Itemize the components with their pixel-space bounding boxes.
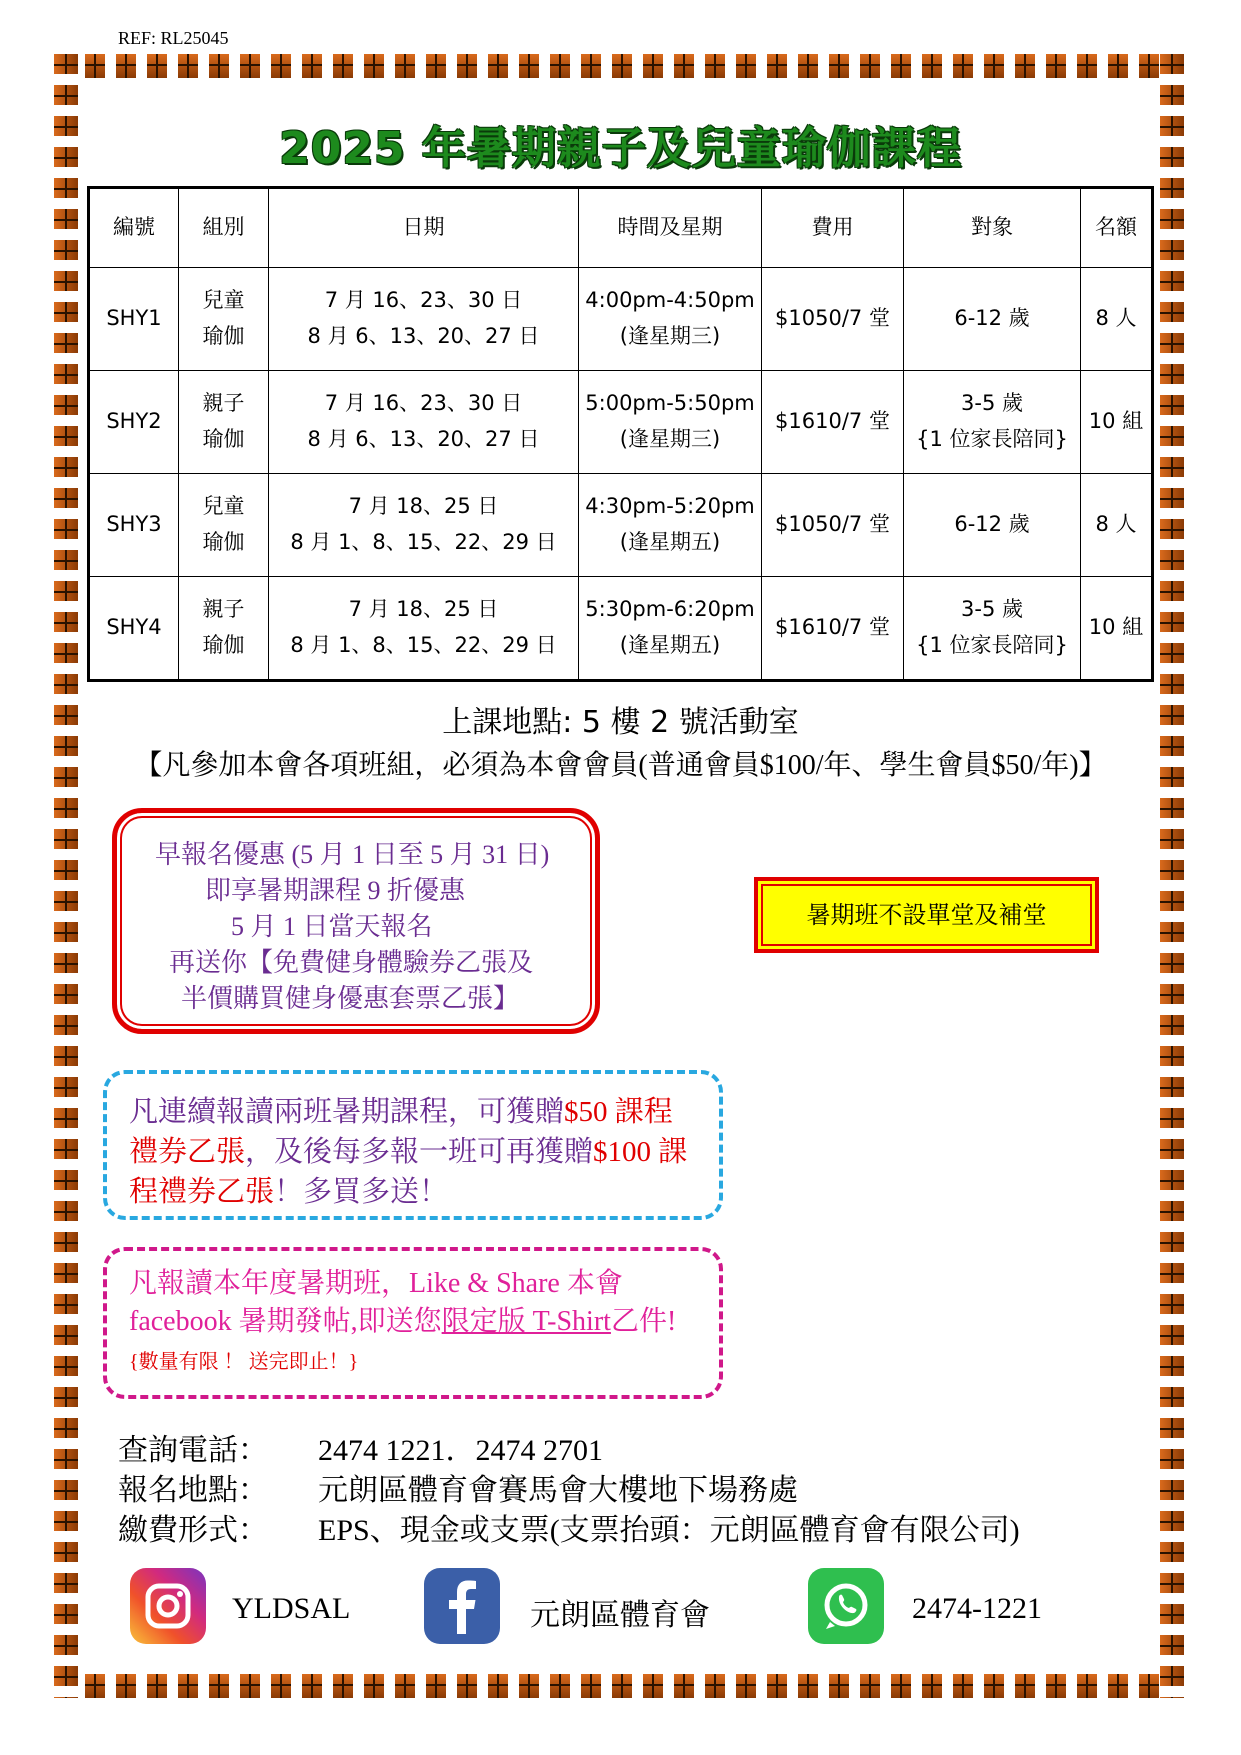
address-value: 元朗區體育會賽馬會大樓地下場務處	[318, 1474, 798, 1507]
border-bottom-bricks	[54, 1674, 1184, 1698]
payment-label: 繳費形式：	[118, 1514, 268, 1547]
cell-target: 6-12 歲	[904, 268, 1081, 371]
cell-date: 7 月 18、25 日 8 月 1、8、15、22、29 日	[269, 474, 579, 577]
early-bird-line: 5 月 1 日當天報名	[231, 912, 433, 941]
header-target: 對象	[904, 188, 1081, 268]
venue-text: 上課地點: 5 樓 2 號活動室	[442, 705, 799, 740]
cell-code: SHY1	[89, 268, 179, 371]
page-title: 2025 年暑期親子及兒童瑜伽課程	[279, 123, 962, 174]
early-bird-line: 早報名優惠 (5 月 1 日至 5 月 31 日)	[155, 840, 550, 869]
cell-code: SHY4	[89, 577, 179, 681]
cell-fee: $1050/7 堂	[762, 474, 904, 577]
facebook-icon[interactable]	[424, 1568, 500, 1644]
cell-fee: $1050/7 堂	[762, 268, 904, 371]
cell-group: 親子 瑜伽	[179, 371, 269, 474]
multi-class-gift-box: 凡連續報讀兩班暑期課程，可獲贈$50 課程禮券乙張，及後每多報一班可再獲贈$100 課程禮券乙張！多買多送！	[103, 1070, 723, 1220]
whatsapp-number[interactable]: 2474-1221	[912, 1592, 1042, 1625]
phone-label: 查詢電話：	[118, 1434, 268, 1467]
payment-value: EPS、現金或支票(支票抬頭：元朗區體育會有限公司)	[318, 1514, 1020, 1547]
cell-group: 兒童 瑜伽	[179, 474, 269, 577]
early-bird-line: 半價購買健身優惠套票乙張】	[181, 984, 520, 1013]
cell-group: 親子 瑜伽	[179, 577, 269, 681]
cell-date: 7 月 18、25 日 8 月 1、8、15、22、29 日	[269, 577, 579, 681]
cell-target: 3-5 歲 {1 位家長陪同}	[904, 371, 1081, 474]
schedule-table	[87, 186, 1154, 682]
reference-number: REF: RL25045	[118, 28, 229, 48]
instagram-handle[interactable]: YLDSAL	[232, 1592, 351, 1625]
header-time: 時間及星期	[579, 188, 762, 268]
tshirt-note: {數量有限 ！ 送完即止！}	[129, 1351, 359, 1373]
header-date: 日期	[269, 188, 579, 268]
cell-group: 兒童 瑜伽	[179, 268, 269, 371]
cell-time: 5:30pm-6:20pm (逢星期五)	[579, 577, 762, 681]
cell-quota: 8 人	[1081, 474, 1153, 577]
cell-target: 3-5 歲 {1 位家長陪同}	[904, 577, 1081, 681]
header-quota: 名額	[1081, 188, 1153, 268]
cell-time: 4:30pm-5:20pm (逢星期五)	[579, 474, 762, 577]
cell-quota: 8 人	[1081, 268, 1153, 371]
tshirt-promo-box: 凡報讀本年度暑期班，Like & Share 本會 facebook 暑期發帖,即送您限定版 T-Shirt乙件! {數量有限 ！ 送完即止！}	[103, 1247, 723, 1399]
cell-code: SHY2	[89, 371, 179, 474]
table-row	[89, 268, 1153, 371]
whatsapp-icon[interactable]	[808, 1568, 884, 1644]
no-single-class-notice: 暑期班不設單堂及補堂	[754, 877, 1099, 953]
header-code: 編號	[89, 188, 179, 268]
table-header-row	[89, 188, 1153, 268]
address-label: 報名地點：	[118, 1474, 268, 1507]
border-top-bricks	[54, 54, 1184, 78]
early-bird-line: 再送你【免費健身體驗券乙張及	[169, 948, 534, 977]
cell-date: 7 月 16、23、30 日 8 月 6、13、20、27 日	[269, 371, 579, 474]
early-bird-box	[112, 808, 600, 1034]
instagram-icon[interactable]	[130, 1568, 206, 1644]
cell-code: SHY3	[89, 474, 179, 577]
header-group: 組別	[179, 188, 269, 268]
border-left-bricks	[54, 54, 78, 1698]
early-bird-line: 即享暑期課程 9 折優惠	[205, 876, 466, 905]
facebook-page-name[interactable]: 元朗區體育會	[530, 1598, 710, 1633]
cell-fee: $1610/7 堂	[762, 577, 904, 681]
table-row	[89, 371, 1153, 474]
cell-quota: 10 組	[1081, 371, 1153, 474]
table-row	[89, 577, 1153, 681]
cell-fee: $1610/7 堂	[762, 371, 904, 474]
phone-value: 2474 1221．2474 2701	[318, 1434, 603, 1467]
cell-date: 7 月 16、23、30 日 8 月 6、13、20、27 日	[269, 268, 579, 371]
cell-quota: 10 組	[1081, 577, 1153, 681]
cell-time: 4:00pm-4:50pm (逢星期三)	[579, 268, 762, 371]
border-right-bricks	[1160, 54, 1184, 1698]
membership-notice: 【凡參加本會各項班組，必須為本會會員(普通會員$100/年、學生會員$50/年)】	[134, 750, 1107, 781]
table-row	[89, 474, 1153, 577]
header-fee: 費用	[762, 188, 904, 268]
cell-target: 6-12 歲	[904, 474, 1081, 577]
cell-time: 5:00pm-5:50pm (逢星期三)	[579, 371, 762, 474]
